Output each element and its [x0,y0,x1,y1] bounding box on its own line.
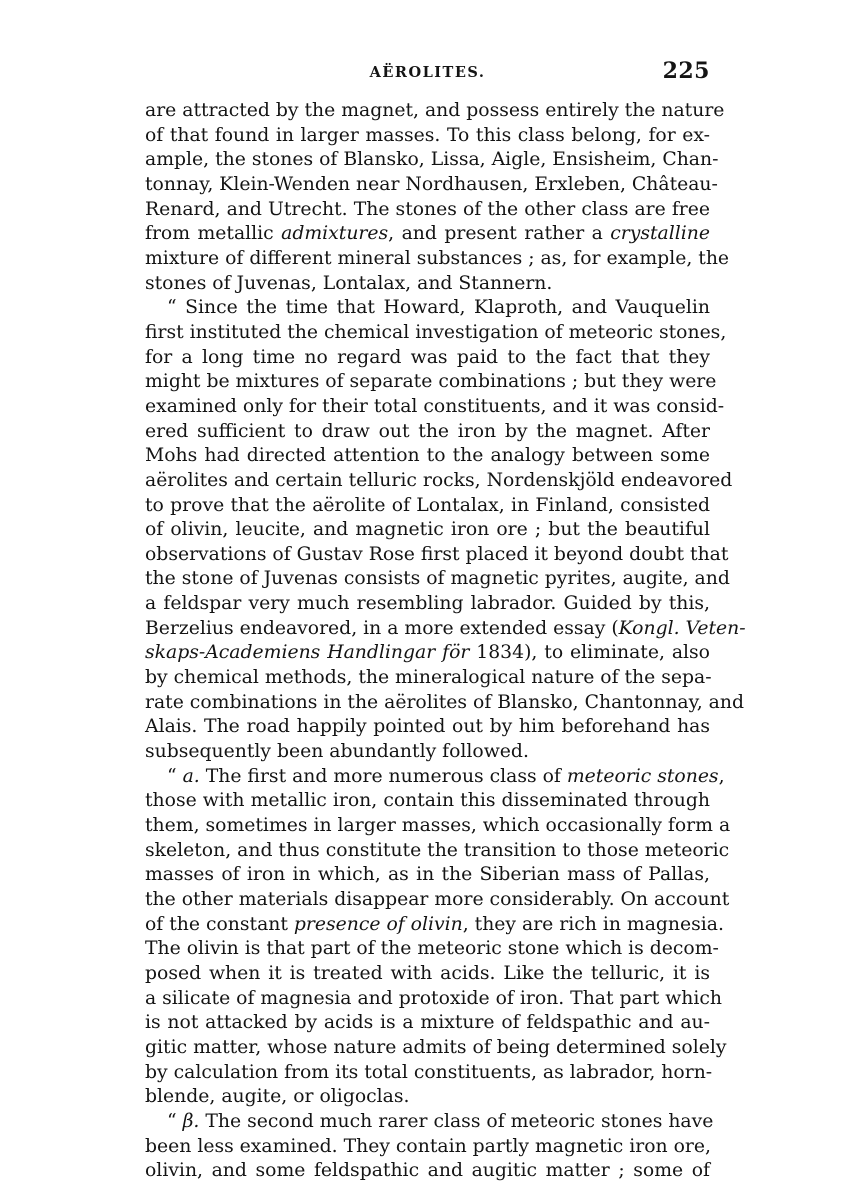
text-line: blende, augite, or oligoclas. [145,1086,410,1108]
text-line: those with metallic iron, contain this disseminated through [145,790,710,812]
text-line: subsequently been abundantly followed. [145,741,529,763]
text-line: been less examined. They contain partly magnetic iron ore, [145,1135,711,1157]
text-line: them, sometimes in larger masses, which occasionally form a [145,815,731,837]
text-line: aërolites and certain telluric rocks, Nordenskjöld endeavored [145,469,733,491]
text-line: “ Since the time that Howard, Klaproth, and Vauquelin [167,297,710,319]
text-line: examined only for their total constituents, and it was consid- [145,395,725,417]
text-line: olivin, and some feldspathic and augitic matter ; some of [145,1160,710,1182]
text-line: Alais. The road happily pointed out by him beforehand has [145,716,710,738]
text-line: of olivin, leucite, and magnetic iron ore ; but the beautiful [145,519,710,541]
body-text [145,99,746,1184]
text-line: of the constant presence of olivin, they are rich in magnesia. [145,913,724,935]
text-line: by calculation from its total constituents, as labrador, horn- [145,1061,713,1083]
text-line: Mohs had directed attention to the analogy between some [145,445,710,467]
text-line: might be mixtures of separate combinations ; but they were [145,371,717,393]
paragraph [145,765,731,1110]
text-line: from metallic admixtures, and present rather a crystalline [145,223,710,245]
text-line: the other materials disappear more considerably. On account [145,889,730,910]
text-line: a feldspar very much resembling labrador. Guided by this, [145,593,710,615]
text-line: ample, the stones of Blansko, Lissa, Aigle, Ensisheim, Chan- [145,149,719,171]
text-line: The olivin is that part of the meteoric stone which is decom- [145,938,719,960]
text-line: mixture of different mineral substances ; as, for example, the [145,247,730,269]
text-line: to prove that the aërolite of Lontalax, in Finland, consisted [145,494,710,516]
text-line: posed when it is treated with acids. Like the telluric, it is [145,962,710,984]
text-line: first instituted the chemical investigation of meteoric stones, [145,321,727,343]
running-head [145,58,710,88]
text-line: “ β. The second much rarer class of meteoric stones have [167,1110,714,1132]
paragraph [145,296,746,764]
paragraph [145,1110,714,1184]
text-line: the stone of Juvenas consists of magnetic pyrites, augite, and [145,568,730,590]
text-line: gitic matter, whose nature admits of being determined solely [145,1036,727,1058]
text-line: Renard, and Utrecht. The stones of the other class are free [145,198,710,220]
text-line: Berzelius endeavored, in a more extended essay (Kongl. Veten- [145,617,746,639]
text-line: are attracted by the magnet, and possess entirely the nature [145,100,725,121]
text-line: is not attacked by acids is a mixture of feldspathic and au- [145,1012,710,1034]
text-line: masses of iron in which, as in the Siberian mass of Pallas, [145,864,710,886]
text-line: skeleton, and thus constitute the transition to those meteoric [145,839,730,861]
text-line: of that found in larger masses. To this class belong, for ex- [145,124,710,146]
text-line: ered sufficient to draw out the iron by the magnet. After [145,420,710,442]
running-title: AËROLITES. [369,64,486,81]
text-line: by chemical methods, the mineralogical nature of the sepa- [145,667,712,689]
text-line: tonnay, Klein-Wenden near Nordhausen, Erxleben, Château- [145,173,718,195]
page-number: 225 [662,58,710,84]
text-line: “ a. The first and more numerous class of meteoric stones, [167,765,725,787]
text-line: rate combinations in the aërolites of Blansko, Chantonnay, and [145,691,744,713]
text-line: a silicate of magnesia and protoxide of iron. That part which [145,987,723,1009]
text-line: skaps-Academiens Handlingar för 1834), to eliminate, also [145,642,710,664]
paragraph [145,99,730,296]
text-line: observations of Gustav Rose first placed it beyond doubt that [145,543,729,565]
text-line: stones of Juvenas, Lontalax, and Stannern. [145,272,553,294]
text-line: for a long time no regard was paid to the fact that they [145,346,710,368]
